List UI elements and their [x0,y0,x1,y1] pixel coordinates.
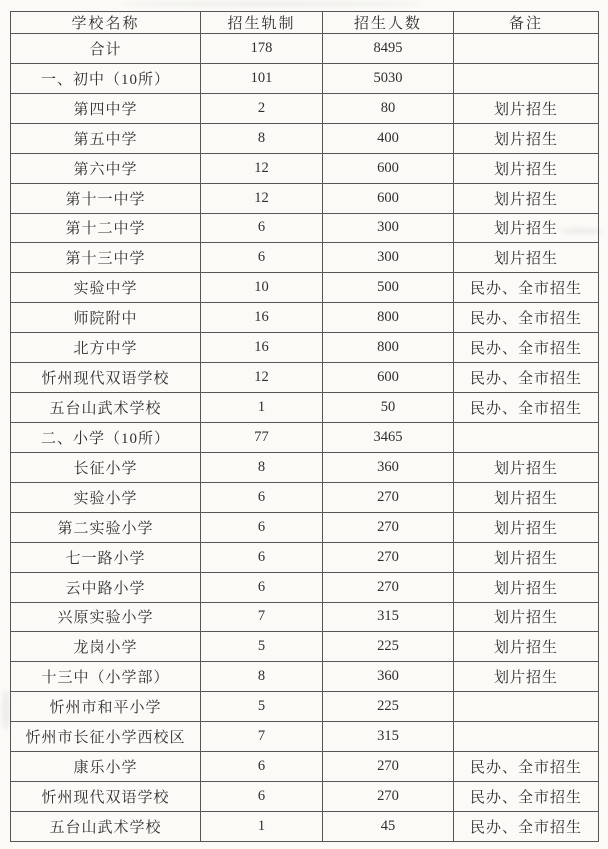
cell-track-count: 6 [201,752,323,782]
table-row [11,243,599,273]
cell-school-name: 实验中学 [11,273,201,303]
cell-school-name: 十三中（小学部） [11,662,201,692]
cell-track-count: 12 [201,363,323,393]
cell-student-count: 270 [323,752,454,782]
cell-school-name: 第十二中学 [11,213,201,243]
cell-track-count: 1 [201,393,323,423]
table-row [11,692,599,722]
cell-student-count: 800 [323,333,454,363]
cell-remark: 民办、全市招生 [454,752,599,782]
cell-track-count: 6 [201,512,323,542]
cell-school-name: 兴原实验小学 [11,602,201,632]
cell-track-count: 6 [201,213,323,243]
scan-artifact [2,690,10,730]
col-header-remark: 备注 [454,12,599,34]
cell-remark [454,422,599,452]
cell-school-name: 第四中学 [11,93,201,123]
cell-student-count: 270 [323,572,454,602]
cell-school-name: 师院附中 [11,303,201,333]
cell-track-count: 6 [201,243,323,273]
table-row [11,452,599,482]
table-row [11,632,599,662]
table-row [11,273,599,303]
cell-student-count: 360 [323,662,454,692]
cell-remark: 划片招生 [454,243,599,273]
cell-student-count: 300 [323,243,454,273]
table-row [11,123,599,153]
cell-remark: 划片招生 [454,213,599,243]
cell-track-count: 2 [201,93,323,123]
cell-remark [454,692,599,722]
cell-school-name: 五台山武术学校 [11,811,201,841]
cell-track-count: 7 [201,602,323,632]
cell-school-name: 一、初中（10所） [11,63,201,93]
table-row [11,662,599,692]
cell-remark: 划片招生 [454,512,599,542]
cell-remark [454,722,599,752]
cell-student-count: 270 [323,782,454,812]
cell-remark: 划片招生 [454,662,599,692]
cell-school-name: 忻州市长征小学西校区 [11,722,201,752]
cell-student-count: 270 [323,482,454,512]
cell-track-count: 6 [201,572,323,602]
cell-track-count: 6 [201,782,323,812]
table-row [11,363,599,393]
cell-remark: 划片招生 [454,632,599,662]
cell-track-count: 10 [201,273,323,303]
cell-school-name: 第二实验小学 [11,512,201,542]
cell-school-name: 第十一中学 [11,183,201,213]
cell-track-count: 6 [201,482,323,512]
cell-school-name: 龙岗小学 [11,632,201,662]
cell-remark: 划片招生 [454,542,599,572]
cell-student-count: 600 [323,153,454,183]
cell-remark: 划片招生 [454,183,599,213]
table-body [11,34,599,842]
table-row [11,183,599,213]
cell-student-count: 45 [323,811,454,841]
table-row [11,34,599,64]
cell-remark: 民办、全市招生 [454,303,599,333]
cell-track-count: 16 [201,333,323,363]
table-row [11,572,599,602]
cell-school-name: 第六中学 [11,153,201,183]
cell-remark: 民办、全市招生 [454,273,599,303]
cell-student-count: 3465 [323,422,454,452]
cell-remark: 民办、全市招生 [454,393,599,423]
cell-remark: 划片招生 [454,572,599,602]
cell-student-count: 270 [323,542,454,572]
col-header-school-name: 学校名称 [11,12,201,34]
cell-track-count: 1 [201,811,323,841]
cell-student-count: 600 [323,183,454,213]
table-row [11,393,599,423]
cell-remark: 民办、全市招生 [454,782,599,812]
table-row [11,542,599,572]
cell-student-count: 270 [323,512,454,542]
cell-remark [454,34,599,64]
cell-student-count: 225 [323,692,454,722]
cell-school-name: 长征小学 [11,452,201,482]
table-row [11,782,599,812]
cell-student-count: 5030 [323,63,454,93]
table-row [11,63,599,93]
cell-student-count: 225 [323,632,454,662]
cell-school-name: 北方中学 [11,333,201,363]
cell-school-name: 忻州现代双语学校 [11,363,201,393]
table-row [11,333,599,363]
table-row [11,752,599,782]
cell-student-count: 360 [323,452,454,482]
cell-remark: 民办、全市招生 [454,811,599,841]
cell-remark: 划片招生 [454,153,599,183]
table-row [11,422,599,452]
cell-track-count: 12 [201,153,323,183]
cell-school-name: 忻州现代双语学校 [11,782,201,812]
cell-remark: 划片招生 [454,123,599,153]
cell-student-count: 50 [323,393,454,423]
table-row [11,722,599,752]
cell-student-count: 600 [323,363,454,393]
cell-school-name: 实验小学 [11,482,201,512]
cell-school-name: 第五中学 [11,123,201,153]
cell-track-count: 5 [201,692,323,722]
cell-student-count: 8495 [323,34,454,64]
cell-track-count: 8 [201,452,323,482]
cell-school-name: 第十三中学 [11,243,201,273]
table-row [11,602,599,632]
scan-artifact [120,2,420,6]
cell-track-count: 12 [201,183,323,213]
cell-track-count: 101 [201,63,323,93]
cell-remark: 划片招生 [454,602,599,632]
header-row [11,12,599,34]
cell-student-count: 800 [323,303,454,333]
cell-school-name: 康乐小学 [11,752,201,782]
cell-track-count: 16 [201,303,323,333]
cell-track-count: 77 [201,422,323,452]
cell-student-count: 500 [323,273,454,303]
cell-track-count: 178 [201,34,323,64]
table-row [11,811,599,841]
cell-school-name: 七一路小学 [11,542,201,572]
cell-remark: 民办、全市招生 [454,333,599,363]
cell-remark: 划片招生 [454,93,599,123]
cell-school-name: 云中路小学 [11,572,201,602]
cell-student-count: 315 [323,722,454,752]
cell-remark: 民办、全市招生 [454,363,599,393]
cell-student-count: 315 [323,602,454,632]
table-row [11,213,599,243]
cell-school-name: 二、小学（10所） [11,422,201,452]
cell-remark [454,63,599,93]
table-row [11,482,599,512]
cell-school-name: 合计 [11,34,201,64]
cell-student-count: 400 [323,123,454,153]
school-enrollment-table [10,11,599,842]
cell-track-count: 7 [201,722,323,752]
col-header-track-count: 招生轨制 [201,12,323,34]
cell-track-count: 5 [201,632,323,662]
cell-track-count: 8 [201,123,323,153]
table-row [11,153,599,183]
cell-school-name: 忻州市和平小学 [11,692,201,722]
cell-track-count: 6 [201,542,323,572]
cell-remark: 划片招生 [454,452,599,482]
table-row [11,512,599,542]
table-row [11,303,599,333]
cell-remark: 划片招生 [454,482,599,512]
cell-student-count: 80 [323,93,454,123]
cell-school-name: 五台山武术学校 [11,393,201,423]
cell-student-count: 300 [323,213,454,243]
table-row [11,93,599,123]
cell-track-count: 8 [201,662,323,692]
col-header-student-count: 招生人数 [323,12,454,34]
